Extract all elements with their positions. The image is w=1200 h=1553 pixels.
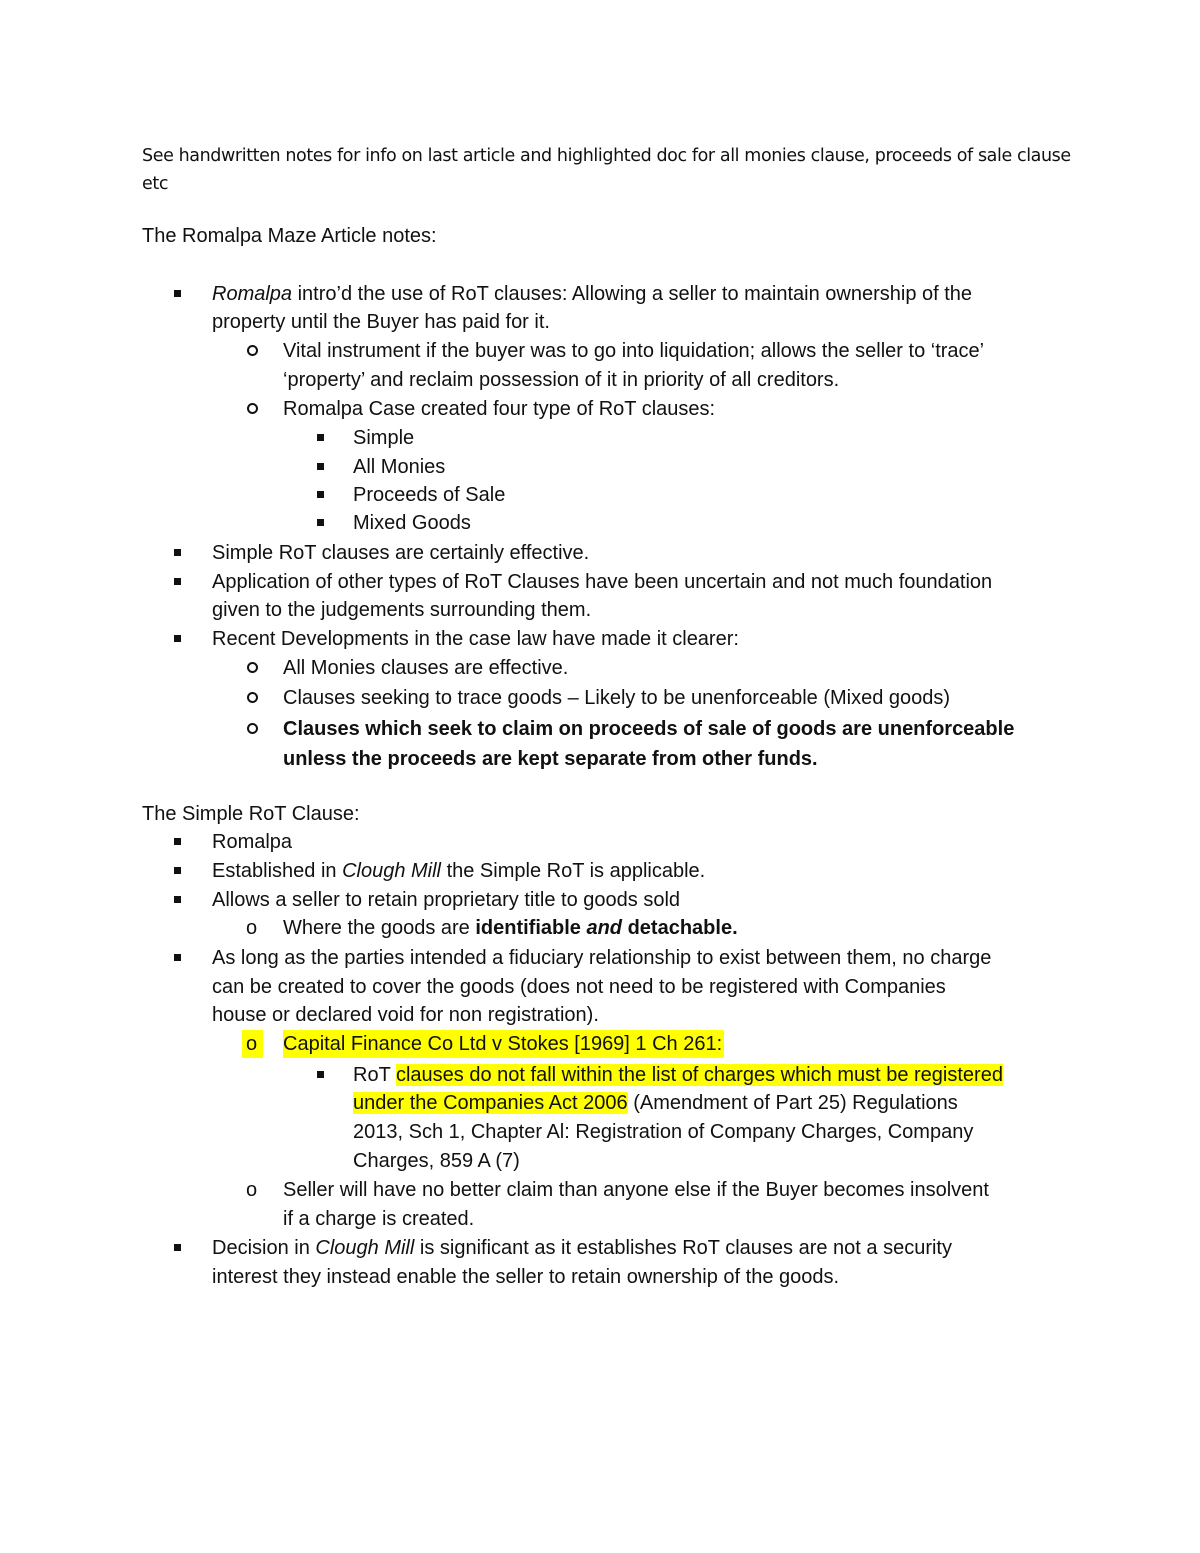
ring-bullet-icon: [247, 337, 258, 365]
clause-type-item: Simple: [353, 427, 415, 449]
list-item: Allows a seller to retain proprietary title to goods sold: [212, 889, 681, 911]
list-item: As long as the parties intended a fiduciary relationship to exist between them, no charge: [212, 947, 992, 969]
sub-list-item: All Monies clauses are effective.: [283, 657, 569, 679]
circle-bullet-icon: o: [246, 1179, 258, 1201]
square-bullet-icon: [174, 1234, 181, 1262]
case-name: Romalpa: [212, 283, 293, 305]
list-item-continuation: interest they instead enable the seller to retain ownership of the goods.: [212, 1266, 840, 1288]
sub-list-item: Seller will have no better claim than anyone else if the Buyer becomes insolvent: [283, 1179, 989, 1201]
square-bullet-icon: [174, 280, 181, 308]
square-bullet-icon: [317, 453, 324, 481]
list-item: Recent Developments in the case law have made it clearer:: [212, 628, 739, 650]
ring-bullet-icon: [247, 395, 258, 423]
square-bullet-icon: [317, 481, 324, 509]
ring-bullet-icon: [247, 715, 258, 743]
list-item-text: (Amendment of Part 25) Regulations: [627, 1092, 958, 1114]
list-item-text: Established in: [212, 860, 343, 882]
circle-bullet-icon: o: [246, 917, 258, 939]
square-bullet-icon: [174, 857, 181, 885]
list-item-text: Decision in: [212, 1237, 316, 1259]
list-item: [212, 1234, 952, 1262]
list-item-continuation: property until the Buyer has paid for it.: [212, 311, 550, 333]
sub-sub-list-item-continuation: [353, 1089, 958, 1117]
emphasis-text: detachable.: [622, 917, 738, 939]
highlighted-text: clauses do not fall within the list of charges which must be registered: [395, 1064, 1003, 1086]
sub-list-item-highlighted: Capital Finance Co Ltd v Stokes [1969] 1 Ch 261:: [283, 1030, 724, 1058]
clause-type-item: Proceeds of Sale: [353, 484, 506, 506]
sub-sub-list-item-continuation: 2013, Sch 1, Chapter Al: Registration of Company Charges, Company: [353, 1121, 974, 1143]
list-item: Romalpa: [212, 831, 293, 853]
intro-note: See handwritten notes for info on last article and highlighted doc for all monies clause, proceeds of sale clause etc: [142, 146, 1071, 194]
list-item-text: Where the goods are: [283, 917, 476, 939]
square-bullet-icon: [174, 625, 181, 653]
sub-list-item: Clauses seeking to trace goods – Likely to be unenforceable (Mixed goods): [283, 687, 951, 709]
square-bullet-icon: [174, 568, 181, 596]
sub-list-item-bold: Clauses which seek to claim on proceeds of sale of goods are unenforceable: [283, 718, 1015, 740]
clause-type-item: All Monies: [353, 456, 446, 478]
clause-type-item: Mixed Goods: [353, 512, 471, 534]
square-bullet-icon: [317, 509, 324, 537]
emphasis-text: identifiable: [475, 917, 587, 939]
list-item-text: RoT: [353, 1064, 396, 1086]
case-name: Clough Mill: [342, 860, 442, 882]
ring-bullet-icon: [247, 654, 258, 682]
list-item-text: intro’d the use of RoT clauses: Allowing a seller to maintain ownership of the: [292, 283, 973, 305]
sub-sub-list-item-continuation: Charges, 859 A (7): [353, 1150, 520, 1172]
sub-list-item-continuation: ‘property’ and reclaim possession of it in priority of all creditors.: [283, 369, 840, 391]
highlighted-text: under the Companies Act 2006: [353, 1092, 628, 1114]
square-bullet-icon: [174, 828, 181, 856]
square-bullet-icon: [174, 886, 181, 914]
list-item-text: the Simple RoT is applicable.: [441, 860, 706, 882]
list-item: Application of other types of RoT Clauses have been uncertain and not much foundation: [212, 571, 993, 593]
sub-list-item: Vital instrument if the buyer was to go into liquidation; allows the seller to ‘trace’: [283, 340, 985, 362]
list-item-continuation: given to the judgements surrounding them.: [212, 599, 592, 621]
sub-list-item-continuation: if a charge is created.: [283, 1208, 475, 1230]
ring-bullet-icon: [247, 684, 258, 712]
list-item-continuation: house or declared void for non registration).: [212, 1004, 599, 1026]
list-item-text: is significant as it establishes RoT clauses are not a security: [414, 1237, 952, 1259]
list-item-continuation: can be created to cover the goods (does not need to be registered with Companies: [212, 976, 946, 998]
section-heading-simple-rot: The Simple RoT Clause:: [142, 803, 360, 825]
square-bullet-icon: [317, 1061, 324, 1089]
sub-sub-list-item: [353, 1061, 1003, 1089]
square-bullet-icon: [317, 424, 324, 452]
sub-list-item: [283, 914, 738, 942]
list-item: [212, 857, 705, 885]
list-item: [212, 280, 972, 308]
section-heading-romalpa-maze: The Romalpa Maze Article notes:: [142, 225, 437, 247]
circle-bullet-icon: o: [242, 1030, 263, 1058]
emphasis-text: and: [586, 917, 623, 939]
case-name: Clough Mill: [315, 1237, 415, 1259]
list-item: Simple RoT clauses are certainly effective.: [212, 542, 590, 564]
sub-list-item: Romalpa Case created four type of RoT clauses:: [283, 398, 716, 420]
square-bullet-icon: [174, 539, 181, 567]
square-bullet-icon: [174, 944, 181, 972]
sub-list-item-bold-continuation: unless the proceeds are kept separate from other funds.: [283, 748, 818, 770]
